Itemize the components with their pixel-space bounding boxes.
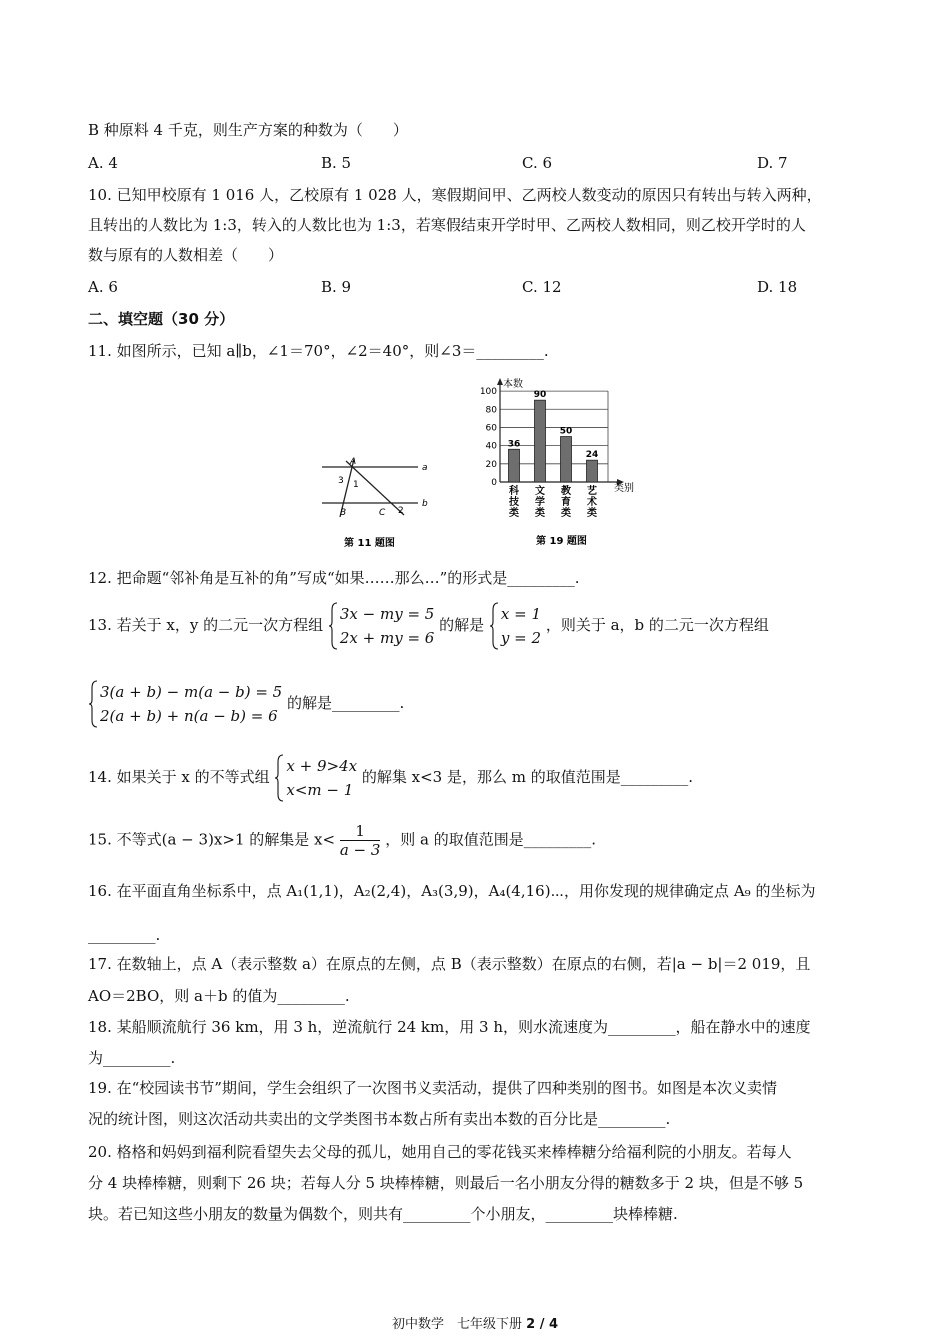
brace-icon: [88, 680, 98, 728]
label-line-a: a: [422, 463, 428, 473]
q16-line2: _________.: [88, 926, 161, 944]
q14-post: 的解集 x<3 是，那么 m 的取值范围是_________.: [361, 768, 694, 786]
q10-option-c: C. 12: [522, 278, 562, 296]
q15-pre: 15. 不等式(a − 3)x>1 的解集是 x<: [88, 830, 336, 849]
category-label-char: 科: [509, 486, 519, 497]
q13-sys3-eq2: 2(a + b) + n(a − b) = 6: [100, 707, 278, 725]
bar-value-label: 24: [585, 450, 599, 461]
q20-line1: 20. 格格和妈妈到福利院看望失去父母的孤儿，她用自己的零花钱买来棒棒糖分给福利院的小朋友。若每人: [88, 1143, 792, 1161]
figure-11: [318, 455, 436, 555]
q13-system-3: [88, 680, 282, 728]
category-label-char: 类: [587, 508, 597, 519]
category-label-char: 类: [509, 508, 519, 519]
y-tick-label: 60: [485, 423, 497, 434]
q19-line2: 况的统计图，则这次活动共卖出的文学类图书本数占所有卖出本数的百分比是_________.: [88, 1110, 671, 1128]
q13-sys2-eq2: y = 2: [500, 629, 542, 647]
q9-option-b: B. 5: [321, 154, 352, 172]
brace-icon: [489, 602, 499, 650]
q15-post: ，则 a 的取值范围是_________.: [385, 830, 596, 849]
q15-line: [88, 822, 596, 859]
q9-option-d: D. 7: [757, 154, 788, 172]
q13-end: 的解是_________.: [287, 694, 405, 712]
label-line-b: b: [422, 499, 428, 509]
figure-19-caption: 第 19 题图: [536, 536, 587, 547]
q17-line1: 17. 在数轴上，点 A（表示整数 a）在原点的左侧，点 B（表示整数）在原点的右侧，若|a − b|＝2 019，且: [88, 955, 811, 973]
q14-system: [274, 754, 357, 802]
category-label-char: 文: [535, 486, 545, 497]
label-angle-1: 1: [353, 480, 359, 490]
category-label-char: 技: [509, 497, 519, 508]
q10-line3: 数与原有的人数相差（ ）: [88, 246, 284, 264]
section-heading: 二、填空题（30 分）: [88, 310, 235, 328]
category-label-char: 艺: [587, 486, 597, 497]
q10-options: [88, 276, 868, 298]
q15-fraction-den: a − 3: [339, 841, 381, 859]
label-angle-2: 2: [398, 506, 404, 516]
q13-sys2-eq1: x = 1: [500, 605, 542, 623]
bar-3: [561, 437, 572, 482]
q10-line2: 且转出的人数比为 1:3，转入的人数比也为 1:3，若寒假结束开学时甲、乙两校人数相同，则乙校开学时的人: [88, 216, 806, 234]
q9-option-c: C. 6: [522, 154, 553, 172]
bar-4: [587, 460, 598, 482]
bar-2: [535, 400, 546, 482]
q10-option-b: B. 9: [321, 278, 352, 296]
q18-line2: 为_________.: [88, 1049, 176, 1067]
y-axis-title: 本数: [503, 379, 523, 390]
q20-line3: 块。若已知这些小朋友的数量为偶数个，则共有_________个小朋友，_________块棒棒糖.: [88, 1205, 678, 1223]
q10-line1: 10. 已知甲校原有 1 016 人，乙校原有 1 028 人，寒假期间甲、乙两校人数变动的原因只有转出与转入两种，: [88, 186, 822, 204]
q19-line1: 19. 在“校园读书节”期间，学生会组织了一次图书义卖活动，提供了四种类别的图书。如图是本次义卖情: [88, 1079, 777, 1097]
figure-11-caption: 第 11 题图: [344, 538, 395, 549]
q13-system-1: [328, 602, 434, 650]
brace-icon: [328, 602, 338, 650]
bar-value-label: 50: [559, 426, 573, 437]
q13-system-2: [489, 602, 541, 650]
footer-page-number: 2 / 4: [526, 1317, 559, 1332]
category-label-char: 教: [561, 486, 571, 497]
q16-line1: 16. 在平面直角坐标系中，点 A₁(1,1)，A₂(2,4)，A₃(3,9)，A₄(4,16)⋯，用你发现的规律确定点 A₉ 的坐标为: [88, 882, 816, 900]
q14-sys-eq1: x + 9>4x: [286, 757, 358, 775]
q13-post: ，则关于 a，b 的二元一次方程组: [545, 616, 769, 634]
category-label-char: 类: [535, 508, 545, 519]
y-tick-label: 20: [485, 459, 497, 470]
q12-text: 12. 把命题“邻补角是互补的角”写成“如果……那么…”的形式是_________.: [88, 569, 580, 587]
q18-line1: 18. 某船顺流航行 36 km，用 3 h，逆流航行 24 km，用 3 h，则水流速度为_________，船在静水中的速度: [88, 1018, 811, 1036]
label-point-a: A: [350, 457, 357, 467]
label-point-b: B: [340, 508, 347, 518]
q9-options: [88, 152, 868, 174]
y-tick-label: 40: [485, 441, 497, 452]
y-tick-label: 80: [485, 405, 497, 416]
q14-sys-eq2: x<m − 1: [286, 781, 354, 799]
y-tick-label: 100: [479, 387, 497, 398]
q13-line1: [88, 602, 769, 650]
brace-icon: [274, 754, 284, 802]
label-angle-3: 3: [338, 476, 344, 486]
q14-pre: 14. 如果关于 x 的不等式组: [88, 768, 270, 786]
bar-value-label: 90: [533, 390, 547, 401]
page-footer: [0, 1313, 950, 1332]
q11-text: 11. 如图所示，已知 a∥b，∠1＝70°，∠2＝40°，则∠3＝_________.: [88, 342, 549, 360]
q10-option-d: D. 18: [757, 278, 798, 296]
q9-option-a: A. 4: [88, 154, 118, 172]
q13-sys3-eq1: 3(a + b) − m(a − b) = 5: [100, 683, 283, 701]
bar-value-label: 36: [507, 439, 521, 450]
category-label-char: 类: [561, 508, 571, 519]
category-label-char: 学: [535, 497, 545, 508]
q13-pre: 13. 若关于 x，y 的二元一次方程组: [88, 616, 324, 634]
q14-line: [88, 754, 693, 802]
q20-line2: 分 4 块棒棒糖，则剩下 26 块；若每人分 5 块棒棒糖，则最后一名小朋友分得的糖数多于 2 块，但是不够 5: [88, 1174, 804, 1192]
category-label-char: 育: [561, 497, 571, 508]
bar-1: [509, 449, 520, 482]
q9-tail: B 种原料 4 千克，则生产方案的种数为（ ）: [88, 121, 408, 139]
q17-line2: AO＝2BO，则 a＋b 的值为_________.: [88, 987, 350, 1005]
q15-fraction: [340, 822, 381, 859]
footer-text: 初中数学 七年级下册: [391, 1317, 522, 1332]
category-label-char: 术: [587, 497, 597, 508]
y-tick-label: 0: [491, 478, 497, 488]
q13-mid: 的解是: [439, 616, 485, 634]
q13-sys1-eq1: 3x − my = 5: [339, 605, 435, 623]
q10-option-a: A. 6: [88, 278, 118, 296]
q13-sys1-eq2: 2x + my = 6: [339, 629, 435, 647]
figure-19-chart: [470, 376, 670, 556]
q15-fraction-num: 1: [340, 822, 381, 841]
label-point-c: C: [379, 508, 386, 518]
q13-line2: [88, 680, 404, 728]
x-axis-title: 类别: [614, 483, 634, 494]
